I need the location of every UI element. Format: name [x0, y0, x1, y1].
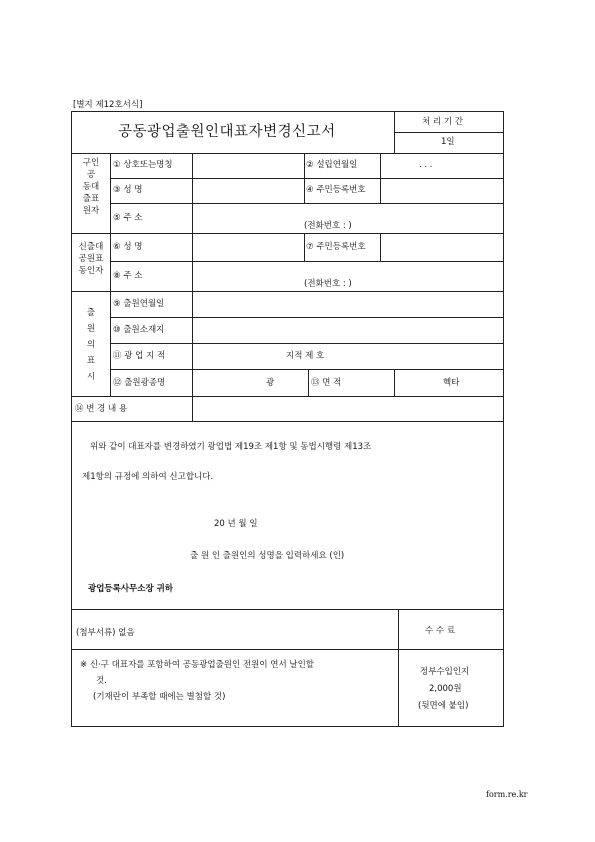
new-rep-section-label: 신출대 공원표 동인자 [78, 242, 104, 276]
recipient: 광업등록사무소장 귀하 [88, 584, 174, 594]
founding-date-value: . . . [419, 160, 433, 170]
fee-note: (뒷면에 붙임) [418, 701, 469, 711]
mineral-type-label: ⑫ 출원광종명 [113, 378, 166, 388]
old-rep-section-label: 구인 공 동대 출표 원자 [82, 158, 100, 216]
area-label: ⑬ 면 적 [311, 378, 342, 388]
area-unit: 헥타 [443, 378, 460, 388]
fee-label: 수 수 료 [425, 626, 456, 636]
old-rep-id-label: ④ 주민등록번호 [306, 185, 366, 195]
new-rep-name-label: ⑥ 성 명 [113, 242, 143, 252]
footer-site: form.re.kr [486, 790, 528, 799]
declaration-line-2: 제1항의 규정에 의하여 신고합니다. [82, 472, 214, 482]
note-1a: ※ 신·구 대표자를 포함하여 공동광업출원인 전원이 연서 날인할 [80, 660, 315, 670]
claim-section-label: 출 원 의 표 시 [86, 308, 96, 382]
fee-stamp-label: 정부수입인지 [420, 667, 470, 677]
note-2: (기재란이 부족할 때에는 별첨할 것) [93, 692, 226, 702]
applicant-line: 출 원 인 출원인의 성명을 입력하세요 (인) [190, 551, 345, 561]
change-content-label: ⑭ 변 경 내 용 [75, 404, 128, 414]
form-title: 공동광업출원인대표자변경신고서 [118, 124, 336, 140]
declaration-line-1: 위와 같이 대표자를 변경하였기 광업법 제19조 제1항 및 동법시행령 제13조 [90, 442, 372, 452]
form-code: [별지 제12호서식] [73, 100, 143, 110]
company-name-label: ① 상호또는명칭 [113, 160, 173, 170]
mining-lot-label: ⑪ 광 업 지 적 [113, 351, 166, 361]
mining-lot-value: 지적 제 호 [286, 351, 325, 361]
claim-location-label: ⑩ 출원소재지 [113, 325, 165, 335]
processing-period: 1일 [441, 137, 455, 147]
new-rep-id-label: ⑦ 주민등록번호 [306, 242, 366, 252]
new-rep-address-label: ⑧ 주 소 [113, 271, 143, 281]
processing-label: 처 리 기 간 [422, 117, 463, 127]
fee-amount: 2,000원 [429, 684, 462, 694]
old-rep-phone: (전화번호 : ) [304, 221, 352, 231]
claim-date-label: ⑨ 출원연월일 [113, 299, 165, 309]
mineral-suffix: 광 [266, 378, 275, 388]
old-rep-name-label: ③ 성 명 [113, 185, 143, 195]
attachment-label: (첨부서류) 없음 [76, 628, 135, 638]
declaration-date: 20 년 월 일 [214, 519, 258, 529]
new-rep-phone: (전화번호 : ) [304, 279, 352, 289]
old-rep-address-label: ⑤ 주 소 [113, 213, 143, 223]
note-1b: 것. [96, 676, 107, 686]
founding-date-label: ② 설립연월일 [306, 160, 358, 170]
